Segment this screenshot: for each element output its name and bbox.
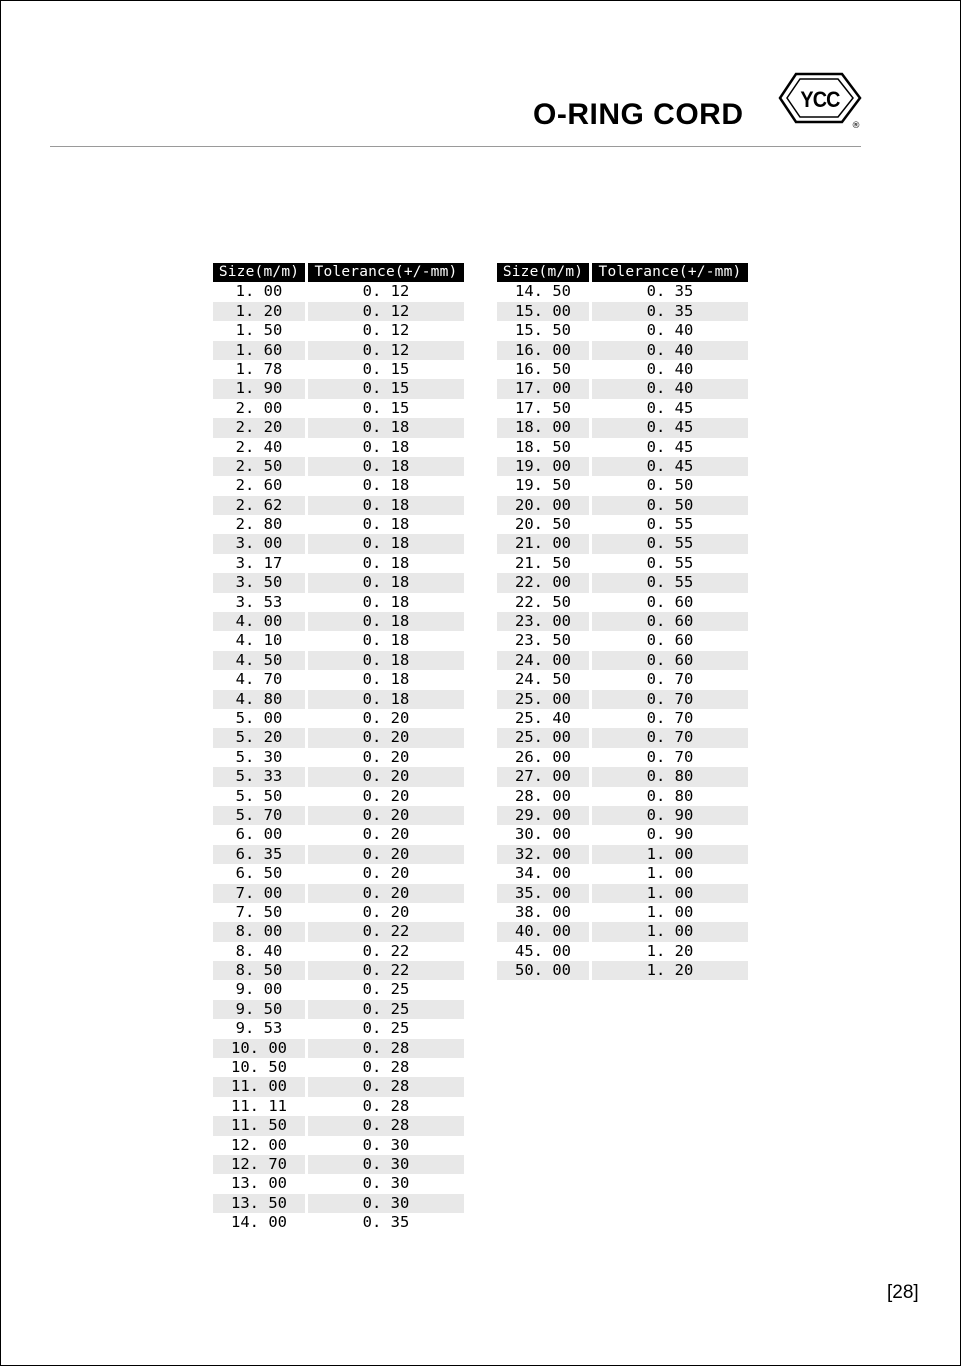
table-row (497, 787, 748, 806)
tolerance-table-left (213, 263, 464, 1233)
size-cell: 1. 00 (235, 282, 283, 301)
tolerance-cell: 0. 70 (592, 728, 748, 747)
size-cell: 9. 50 (213, 1000, 305, 1019)
table-row (213, 903, 464, 922)
tolerance-cell: 0. 20 (362, 864, 410, 883)
tolerance-cell: 0. 20 (308, 728, 464, 747)
size-cell: 26. 00 (515, 747, 571, 766)
table-row (497, 554, 748, 573)
logo-text: YCC (800, 88, 840, 113)
table-row (213, 1174, 464, 1193)
table-row (213, 884, 464, 903)
table-row (497, 631, 748, 650)
size-cell: 2. 00 (235, 398, 283, 417)
table-row (213, 1155, 464, 1174)
tolerance-cell: 0. 25 (362, 980, 410, 999)
table-row (213, 825, 464, 844)
table-row (497, 884, 748, 903)
table-row (213, 341, 464, 360)
table-row (497, 922, 748, 941)
table-row (213, 1116, 464, 1135)
registered-mark: ® (851, 121, 861, 130)
size-cell: 20. 00 (497, 496, 589, 515)
table-row (213, 1039, 464, 1058)
size-cell: 4. 10 (235, 631, 283, 650)
tolerance-table-right (497, 263, 748, 980)
table-row (213, 1213, 464, 1232)
table-row (497, 670, 748, 689)
tolerance-cell: 1. 00 (592, 845, 748, 864)
tolerance-cell: 0. 28 (308, 1039, 464, 1058)
size-cell: 34. 00 (515, 864, 571, 883)
tolerance-cell: 0. 18 (308, 690, 464, 709)
tolerance-cell: 0. 15 (308, 379, 464, 398)
table-row (213, 515, 464, 534)
size-cell: 11. 50 (213, 1116, 305, 1135)
tolerance-cell: 0. 40 (592, 379, 748, 398)
table-row (497, 825, 748, 844)
tolerance-cell: 1. 20 (646, 941, 694, 960)
tolerance-cell: 0. 80 (592, 767, 748, 786)
size-cell: 13. 50 (213, 1194, 305, 1213)
size-cell: 9. 00 (235, 980, 283, 999)
tolerance-cell: 0. 60 (592, 651, 748, 670)
table-row (213, 631, 464, 650)
size-cell: 10. 50 (231, 1058, 287, 1077)
tolerance-cell: 1. 00 (646, 902, 694, 921)
column-header-size: Size(m/m) (497, 263, 589, 282)
tolerance-cell: 0. 22 (362, 941, 410, 960)
table-row (497, 903, 748, 922)
size-cell: 3. 00 (213, 534, 305, 553)
tolerance-cell: 0. 30 (308, 1155, 464, 1174)
page-title: O-RING CORD (533, 98, 744, 131)
size-cell: 25. 40 (515, 708, 571, 727)
tolerance-cell: 0. 50 (592, 496, 748, 515)
size-cell: 2. 80 (235, 515, 283, 534)
tolerance-cell: 0. 70 (646, 670, 694, 689)
table-row (213, 690, 464, 709)
table-row (497, 728, 748, 747)
table-row (213, 573, 464, 592)
tolerance-cell: 0. 45 (592, 418, 748, 437)
table-row (213, 438, 464, 457)
tolerance-cell: 0. 80 (646, 786, 694, 805)
table-row (497, 360, 748, 379)
table-row (213, 554, 464, 573)
table-row (213, 302, 464, 321)
size-cell: 16. 50 (515, 359, 571, 378)
size-cell: 6. 00 (235, 825, 283, 844)
size-cell: 10. 00 (213, 1039, 305, 1058)
table-row (497, 709, 748, 728)
tolerance-cell: 0. 35 (592, 302, 748, 321)
size-cell: 24. 00 (497, 651, 589, 670)
size-cell: 2. 40 (235, 437, 283, 456)
table-row (213, 1058, 464, 1077)
size-cell: 23. 50 (515, 631, 571, 650)
size-cell: 7. 50 (235, 902, 283, 921)
size-cell: 5. 30 (235, 747, 283, 766)
tolerance-cell: 0. 28 (308, 1116, 464, 1135)
tolerance-cell: 0. 30 (362, 1135, 410, 1154)
size-cell: 2. 62 (213, 496, 305, 515)
table-row (497, 399, 748, 418)
size-cell: 11. 00 (213, 1077, 305, 1096)
size-cell: 2. 50 (213, 457, 305, 476)
tolerance-cell: 0. 18 (308, 418, 464, 437)
tolerance-cell: 0. 18 (308, 612, 464, 631)
size-cell: 45. 00 (515, 941, 571, 960)
size-cell: 9. 53 (235, 1019, 283, 1038)
size-cell: 15. 00 (497, 302, 589, 321)
tolerance-cell: 0. 60 (646, 631, 694, 650)
size-cell: 1. 50 (235, 321, 283, 340)
tolerance-cell: 0. 28 (362, 1096, 410, 1115)
tolerance-cell: 0. 28 (308, 1077, 464, 1096)
table-row (213, 806, 464, 825)
table-row (213, 418, 464, 437)
table-row (213, 961, 464, 980)
size-cell: 38. 00 (515, 902, 571, 921)
size-cell: 1. 20 (213, 302, 305, 321)
table-row (497, 593, 748, 612)
size-cell: 40. 00 (497, 922, 589, 941)
size-cell: 20. 50 (515, 515, 571, 534)
size-cell: 4. 80 (213, 690, 305, 709)
tolerance-cell: 0. 22 (308, 922, 464, 941)
tolerance-cell: 0. 90 (646, 825, 694, 844)
size-cell: 2. 60 (235, 476, 283, 495)
table-row (497, 534, 748, 553)
table-row (213, 922, 464, 941)
tolerance-cell: 0. 20 (362, 902, 410, 921)
tolerance-cell: 0. 20 (308, 845, 464, 864)
size-cell: 6. 35 (213, 845, 305, 864)
size-cell: 5. 00 (235, 708, 283, 727)
table-row (497, 457, 748, 476)
size-cell: 7. 00 (213, 884, 305, 903)
table-row (213, 612, 464, 631)
ycc-logo (778, 70, 864, 130)
table-row (497, 496, 748, 515)
size-cell: 19. 50 (515, 476, 571, 495)
table-row (497, 651, 748, 670)
table-row (213, 864, 464, 883)
table-row (213, 1097, 464, 1116)
table-row (213, 709, 464, 728)
tolerance-cell: 0. 50 (646, 476, 694, 495)
table-row (497, 942, 748, 961)
tolerance-cell: 0. 90 (592, 806, 748, 825)
size-cell: 24. 50 (515, 670, 571, 689)
page-number: [28] (887, 1282, 919, 1303)
table-row (213, 748, 464, 767)
table-row (213, 670, 464, 689)
table-row (497, 767, 748, 786)
tolerance-cell: 0. 45 (592, 457, 748, 476)
tolerance-cell: 0. 18 (362, 476, 410, 495)
tolerance-cell: 0. 30 (362, 1174, 410, 1193)
tolerance-cell: 0. 15 (362, 359, 410, 378)
table-row (213, 942, 464, 961)
table-row (213, 282, 464, 301)
size-cell: 21. 50 (515, 553, 571, 572)
tolerance-cell: 0. 20 (362, 708, 410, 727)
tolerance-cell: 1. 20 (592, 961, 748, 980)
table-row (497, 864, 748, 883)
tolerance-cell: 0. 70 (646, 747, 694, 766)
tolerance-cell: 1. 00 (592, 922, 748, 941)
table-row (497, 282, 748, 301)
tolerance-cell: 0. 12 (308, 341, 464, 360)
size-cell: 8. 50 (213, 961, 305, 980)
table-row (497, 321, 748, 340)
size-cell: 18. 00 (497, 418, 589, 437)
size-cell: 50. 00 (497, 961, 589, 980)
table-row (213, 379, 464, 398)
size-cell: 1. 90 (213, 379, 305, 398)
table-row (213, 496, 464, 515)
table-row (497, 438, 748, 457)
table-header (213, 263, 464, 282)
table-row (213, 321, 464, 340)
table-row (497, 961, 748, 980)
size-cell: 14. 50 (515, 282, 571, 301)
tolerance-cell: 0. 20 (308, 806, 464, 825)
size-cell: 19. 00 (497, 457, 589, 476)
tolerance-cell: 0. 55 (592, 573, 748, 592)
table-row (497, 418, 748, 437)
tolerance-cell: 0. 35 (646, 282, 694, 301)
tolerance-cell: 0. 12 (362, 282, 410, 301)
tolerance-cell: 0. 12 (308, 302, 464, 321)
size-cell: 23. 00 (497, 612, 589, 631)
size-cell: 3. 17 (235, 553, 283, 572)
size-cell: 5. 20 (213, 728, 305, 747)
size-cell: 1. 60 (213, 341, 305, 360)
tolerance-cell: 0. 35 (362, 1213, 410, 1232)
size-cell: 11. 11 (231, 1096, 287, 1115)
tolerance-cell: 0. 20 (308, 884, 464, 903)
table-row (213, 399, 464, 418)
tolerance-cell: 0. 20 (362, 786, 410, 805)
table-row (213, 651, 464, 670)
size-cell: 22. 00 (497, 573, 589, 592)
table-row (497, 515, 748, 534)
size-cell: 16. 00 (497, 341, 589, 360)
size-cell: 3. 50 (213, 573, 305, 592)
table-row (213, 457, 464, 476)
size-cell: 28. 00 (515, 786, 571, 805)
size-cell: 1. 78 (235, 359, 283, 378)
table-row (213, 845, 464, 864)
table-row (497, 845, 748, 864)
tolerance-cell: 0. 18 (362, 631, 410, 650)
tolerance-cell: 0. 20 (362, 825, 410, 844)
table-row (213, 1077, 464, 1096)
tolerance-cell: 0. 18 (362, 515, 410, 534)
table-row (213, 980, 464, 999)
tolerance-cell: 0. 30 (308, 1194, 464, 1213)
size-cell: 14. 00 (231, 1213, 287, 1232)
tolerance-cell: 0. 55 (592, 534, 748, 553)
size-cell: 27. 00 (497, 767, 589, 786)
tolerance-cell: 0. 60 (592, 612, 748, 631)
tolerance-cell: 0. 20 (362, 747, 410, 766)
table-row (213, 534, 464, 553)
size-cell: 15. 50 (515, 321, 571, 340)
tolerance-cell: 0. 18 (308, 457, 464, 476)
table-row (497, 573, 748, 592)
table-row (213, 767, 464, 786)
tolerance-cell: 0. 22 (308, 961, 464, 980)
table-row (213, 476, 464, 495)
size-cell: 4. 00 (213, 612, 305, 631)
size-cell: 32. 00 (497, 845, 589, 864)
tolerance-cell: 0. 70 (646, 708, 694, 727)
size-cell: 4. 70 (235, 670, 283, 689)
tolerance-cell: 0. 45 (646, 437, 694, 456)
size-cell: 2. 20 (213, 418, 305, 437)
column-header-size: Size(m/m) (213, 263, 305, 282)
size-cell: 30. 00 (515, 825, 571, 844)
tolerance-cell: 0. 45 (646, 398, 694, 417)
table-row (213, 1136, 464, 1155)
size-cell: 8. 40 (235, 941, 283, 960)
table-row (213, 593, 464, 612)
table-row (213, 728, 464, 747)
tolerance-cell: 0. 15 (362, 398, 410, 417)
tolerance-cell: 0. 60 (646, 592, 694, 611)
tolerance-cell: 0. 20 (308, 767, 464, 786)
table-row (213, 360, 464, 379)
tolerance-cell: 0. 18 (308, 534, 464, 553)
tolerance-cell: 0. 18 (362, 437, 410, 456)
table-row (497, 748, 748, 767)
column-header-tolerance: Tolerance(+/-mm) (592, 263, 748, 282)
size-cell: 17. 00 (497, 379, 589, 398)
size-cell: 3. 53 (235, 592, 283, 611)
size-cell: 25. 00 (497, 728, 589, 747)
size-cell: 4. 50 (213, 651, 305, 670)
size-cell: 8. 00 (213, 922, 305, 941)
size-cell: 35. 00 (497, 884, 589, 903)
tolerance-cell: 1. 00 (592, 884, 748, 903)
header-divider (50, 146, 861, 147)
size-cell: 29. 00 (497, 806, 589, 825)
tolerance-cell: 0. 40 (646, 359, 694, 378)
tolerance-cell: 0. 18 (362, 592, 410, 611)
table-row (497, 612, 748, 631)
tolerance-cell: 0. 25 (308, 1000, 464, 1019)
table-row (213, 1194, 464, 1213)
table-row (497, 476, 748, 495)
tolerance-cell: 0. 55 (646, 553, 694, 572)
tolerance-cell: 1. 00 (646, 864, 694, 883)
size-cell: 12. 00 (231, 1135, 287, 1154)
tolerance-cell: 0. 18 (308, 651, 464, 670)
size-cell: 22. 50 (515, 592, 571, 611)
tolerance-cell: 0. 18 (362, 670, 410, 689)
size-cell: 12. 70 (213, 1155, 305, 1174)
size-cell: 18. 50 (515, 437, 571, 456)
tolerance-cell: 0. 25 (362, 1019, 410, 1038)
tolerance-cell: 0. 12 (362, 321, 410, 340)
size-cell: 21. 00 (497, 534, 589, 553)
table-row (497, 302, 748, 321)
tolerance-cell: 0. 55 (646, 515, 694, 534)
table-row (497, 379, 748, 398)
column-header-tolerance: Tolerance(+/-mm) (308, 263, 464, 282)
tolerance-cell: 0. 18 (308, 573, 464, 592)
table-row (497, 806, 748, 825)
tolerance-cell: 0. 40 (592, 341, 748, 360)
tolerance-cell: 0. 70 (592, 690, 748, 709)
size-cell: 13. 00 (231, 1174, 287, 1193)
size-cell: 6. 50 (235, 864, 283, 883)
size-cell: 5. 33 (213, 767, 305, 786)
tolerance-cell: 0. 18 (308, 496, 464, 515)
table-row (497, 341, 748, 360)
size-cell: 25. 00 (497, 690, 589, 709)
table-row (213, 1019, 464, 1038)
tolerance-cell: 0. 28 (362, 1058, 410, 1077)
size-cell: 17. 50 (515, 398, 571, 417)
size-cell: 5. 70 (213, 806, 305, 825)
table-row (213, 1000, 464, 1019)
tolerance-cell: 0. 40 (646, 321, 694, 340)
table-row (497, 690, 748, 709)
size-cell: 5. 50 (235, 786, 283, 805)
table-header (497, 263, 748, 282)
tolerance-cell: 0. 18 (362, 553, 410, 572)
table-row (213, 787, 464, 806)
